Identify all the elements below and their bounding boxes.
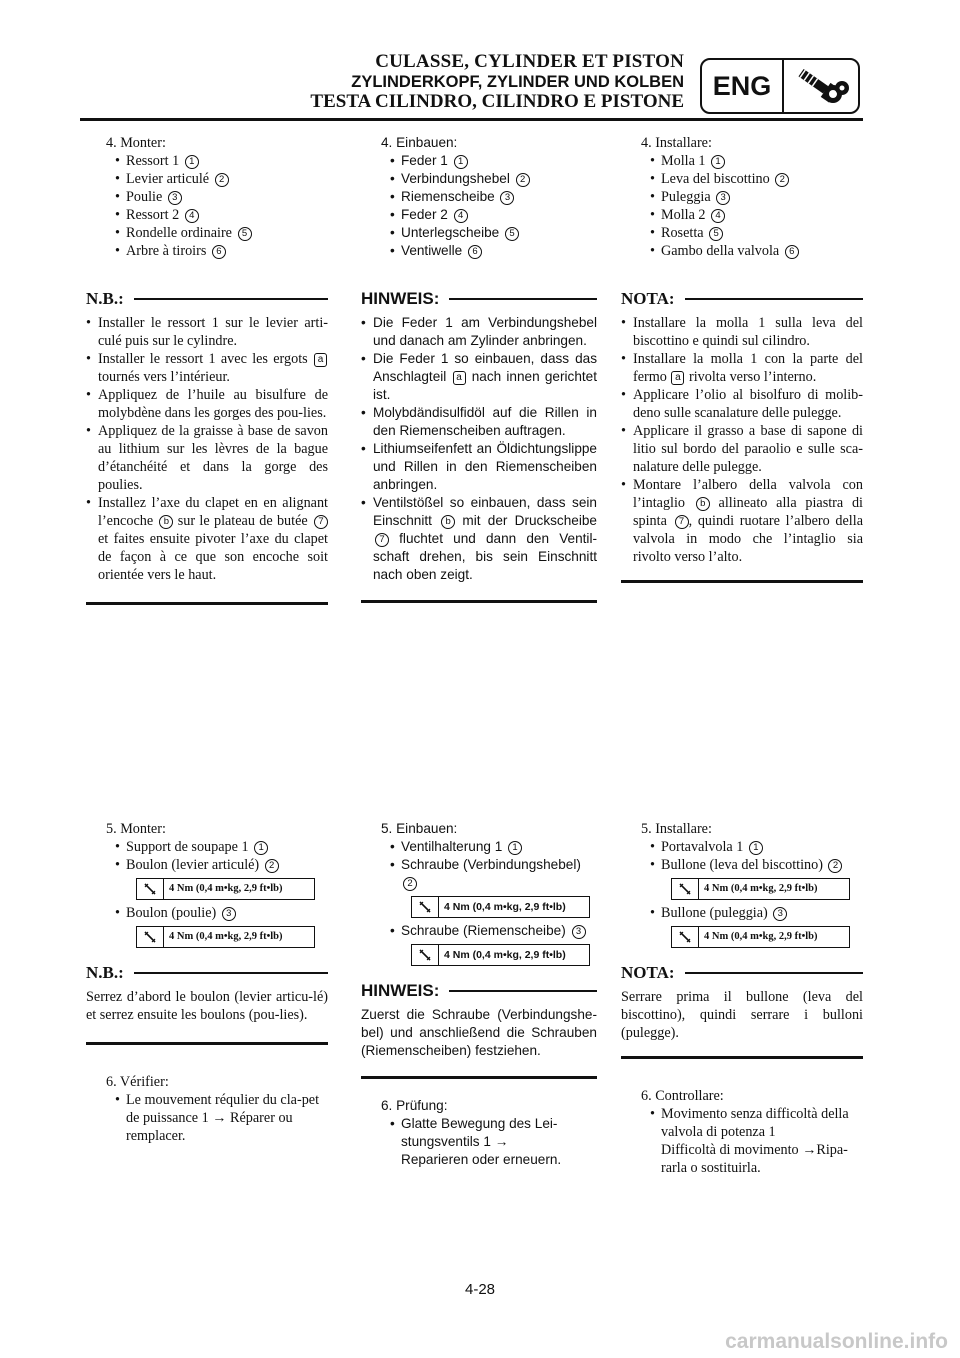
watermark: carmanualsonline.info	[725, 1330, 948, 1353]
fr-torque-value: 4 Nm (0,4 m•kg, 2,9 ft•lb)	[169, 883, 283, 894]
fr-column-bottom	[86, 820, 328, 1145]
de-note-bullet: • Ventilstößel so einbauen, dass sein Einschnitt b mit der Druckscheibe 7 fluchtet und dann den Ventil-schaft drehen, bis sein Einschnitt nach oben zeigt.	[361, 494, 597, 584]
it-torque-value: 4 Nm (0,4 m•kg, 2,9 ft•lb)	[704, 931, 818, 942]
fr-note-bullet: • Appliquez de l’huile au bisulfure de molybdène dans les gorges des pou-lies.	[86, 386, 328, 422]
it-note-bullet: • Applicare l’olio al bisolfuro di molib-deno sulle scanalature delle pulegge.	[621, 386, 863, 422]
it-note-bullet: • Montare l’albero della valvola con l’intaglio b allineato alla piastra di spinta 7 , quindi ruotare l’albero della valvola in modo che l’intaglio sia rivolto verso l’alto.	[621, 476, 863, 566]
de-step5-item: • Schraube (Riemenscheibe) 3	[361, 922, 597, 940]
it-step4-title: 4. Installare:	[641, 135, 712, 151]
it-note2-header: NOTA:	[621, 964, 863, 982]
it-note-end-rule	[621, 580, 863, 583]
de-step4-item: • Ventiwelle 6	[361, 242, 597, 260]
de-torque-value: 4 Nm (0,4 m•kg, 2,9 ft•lb)	[444, 901, 566, 913]
it-note2-text: Serrare prima il bullone (leva del biscottino), quindi serrare i bulloni (pulegge).	[621, 989, 863, 1041]
de-step5-title: 5. Einbauen:	[381, 821, 458, 836]
fr-torque-box	[136, 926, 315, 948]
it-step5-item: • Bullone (puleggia) 3	[621, 904, 863, 922]
de-torque-box	[411, 896, 590, 918]
it-torque-value: 4 Nm (0,4 m•kg, 2,9 ft•lb)	[704, 883, 818, 894]
header-title-it: TESTA CILINDRO, CILINDRO E PISTONE	[310, 91, 684, 112]
de-step4-item: • Verbindungshebel 2	[361, 170, 597, 188]
it-step6-item-cont: Difficoltà di movimento →Ripa-rarla o sostituirla.	[661, 1141, 848, 1176]
it-note2-end-rule	[621, 1056, 863, 1059]
de-note2-text: Zuerst die Schraube (Verbindungshe-bel) und anschließend die Schrauben (Riemenscheiben) festziehen.	[361, 1007, 597, 1058]
fr-torque-value: 4 Nm (0,4 m•kg, 2,9 ft•lb)	[169, 931, 283, 942]
it-step4-item: • Molla 2 4	[621, 206, 863, 224]
fr-step4-item: • Rondelle ordinaire 5	[86, 224, 328, 242]
fr-step4-item: • Levier articulé 2	[86, 170, 328, 188]
fr-note2-end-rule	[86, 1042, 328, 1045]
torque-wrench-icon	[137, 927, 164, 947]
engine-tools-icon	[784, 60, 858, 112]
de-note-bullet: • Die Feder 1 am Verbindungshebel und danach am Zylinder anbringen.	[361, 314, 597, 350]
de-note2-end-rule	[361, 1076, 597, 1079]
it-note-bullet: • Installare la molla 1 sulla leva del biscottino e quindi sul cilindro.	[621, 314, 863, 350]
it-column-top	[621, 134, 863, 583]
torque-wrench-icon	[672, 879, 699, 899]
it-step5-title: 5. Installare:	[641, 821, 712, 837]
fr-step6-item: • Le mouvement réqulier du cla-pet de puissance 1 → Réparer ou remplacer.	[86, 1091, 328, 1145]
de-step5-item: • Ventilhalterung 1 1	[361, 838, 597, 856]
fr-note-header: N.B.:	[86, 290, 328, 308]
de-step4-item: • Feder 2 4	[361, 206, 597, 224]
it-step4-item: • Molla 1 1	[621, 152, 863, 170]
de-note-bullet: • Die Feder 1 so einbauen, dass das Anschlagteil a nach innen gerichtet ist.	[361, 350, 597, 404]
fr-step5-item: • Boulon (poulie) 3	[86, 904, 328, 922]
header-rule	[80, 118, 863, 121]
it-note-bullet: • Applicare il grasso a base di sapone di litio sul bordo del paraolio e sulle sca-nalature delle pulegge.	[621, 422, 863, 476]
fr-note2-text: Serrez d’abord le boulon (levier articu-lé) et serrez ensuite les boulons (pou-lies).	[86, 989, 328, 1023]
de-step4-item: • Unterlegscheibe 5	[361, 224, 597, 242]
de-note2-header: HINWEIS:	[361, 982, 597, 1000]
header-title-fr: CULASSE, CYLINDER ET PISTON	[375, 51, 684, 72]
eng-badge	[700, 58, 860, 114]
it-step4-item: • Rosetta 5	[621, 224, 863, 242]
de-torque-box	[411, 944, 590, 966]
it-step4-item: • Gambo della valvola 6	[621, 242, 863, 260]
it-torque-box	[671, 926, 850, 948]
torque-wrench-icon	[672, 927, 699, 947]
it-step4-item: • Puleggia 3	[621, 188, 863, 206]
torque-wrench-icon	[412, 945, 439, 965]
de-column-top	[361, 134, 597, 603]
de-step5-item: • Schraube (Verbindungshebel) 2	[361, 856, 597, 892]
de-step6-item-cont: Reparieren oder erneuern.	[401, 1151, 562, 1167]
it-column-bottom	[621, 820, 863, 1177]
de-step4-item: • Riemenscheibe 3	[361, 188, 597, 206]
fr-note-end-rule	[86, 602, 328, 605]
fr-note-bullet: • Installer le ressort 1 sur le levier arti-culé puis sur le cylindre.	[86, 314, 328, 350]
it-note-header: NOTA:	[621, 290, 863, 308]
de-note-header: HINWEIS:	[361, 290, 597, 308]
fr-torque-box	[136, 878, 315, 900]
torque-wrench-icon	[137, 879, 164, 899]
it-step5-item: • Bullone (leva del biscottino) 2	[621, 856, 863, 874]
fr-step5-item: • Support de soupape 1 1	[86, 838, 328, 856]
fr-step6-title: 6. Vérifier:	[106, 1073, 169, 1090]
header-title-de: ZYLINDERKOPF, ZYLINDER UND KOLBEN	[351, 73, 684, 91]
fr-step5-title: 5. Monter:	[106, 821, 166, 837]
de-step6-title: 6. Prüfung:	[381, 1097, 448, 1113]
page-header	[300, 52, 684, 112]
fr-step4-item: • Poulie 3	[86, 188, 328, 206]
de-column-bottom	[361, 820, 597, 1169]
de-note-bullet: • Molybdändisulfidöl auf die Rillen in den Riemenscheiben auftragen.	[361, 404, 597, 440]
fr-step4-title: 4. Monter:	[106, 135, 166, 151]
fr-note-bullet: • Installer le ressort 1 avec les ergots a tournés vers l’intérieur.	[86, 350, 328, 386]
it-step4-item: • Leva del biscottino 2	[621, 170, 863, 188]
it-note-bullet: • Installare la molla 1 con la parte del fermo a rivolta verso l’interno.	[621, 350, 863, 386]
fr-step5-item: • Boulon (levier articulé) 2	[86, 856, 328, 874]
eng-label: ENG	[702, 60, 784, 112]
fr-step4-item: • Ressort 2 4	[86, 206, 328, 224]
de-step4-item: • Feder 1 1	[361, 152, 597, 170]
de-note-bullet: • Lithiumseifenfett an Öldichtungslippe und Rillen in den Riemenscheiben anbringen.	[361, 440, 597, 494]
de-step6-item: • Glatte Bewegung des Lei-stungsventils 1 →	[361, 1115, 597, 1151]
de-step4-title: 4. Einbauen:	[381, 135, 458, 150]
it-step6-title: 6. Controllare:	[641, 1087, 724, 1104]
torque-wrench-icon	[412, 897, 439, 917]
fr-note-bullet: • Appliquez de la graisse à base de savon au lithium sur les lèvres de la bague d’étanchéité et dans la gorge des poulies.	[86, 422, 328, 494]
de-torque-value: 4 Nm (0,4 m•kg, 2,9 ft•lb)	[444, 949, 566, 961]
it-torque-box	[671, 878, 850, 900]
fr-column-top	[86, 134, 328, 605]
fr-note2-header: N.B.:	[86, 964, 328, 982]
it-step5-item: • Portavalvola 1 1	[621, 838, 863, 856]
it-step6-item: • Movimento senza difficoltà della valvola di potenza 1	[621, 1105, 863, 1141]
de-note-end-rule	[361, 600, 597, 603]
fr-note-bullet: • Installez l’axe du clapet en en alignant l’encoche b sur le plateau de butée 7 et faites ensuite pivoter l’axe du clapet de façon à ce que son encoche soit orientée vers le haut.	[86, 494, 328, 584]
fr-step4-item: • Ressort 1 1	[86, 152, 328, 170]
fr-step4-item: • Arbre à tiroirs 6	[86, 242, 328, 260]
page-number: 4-28	[464, 1281, 496, 1298]
